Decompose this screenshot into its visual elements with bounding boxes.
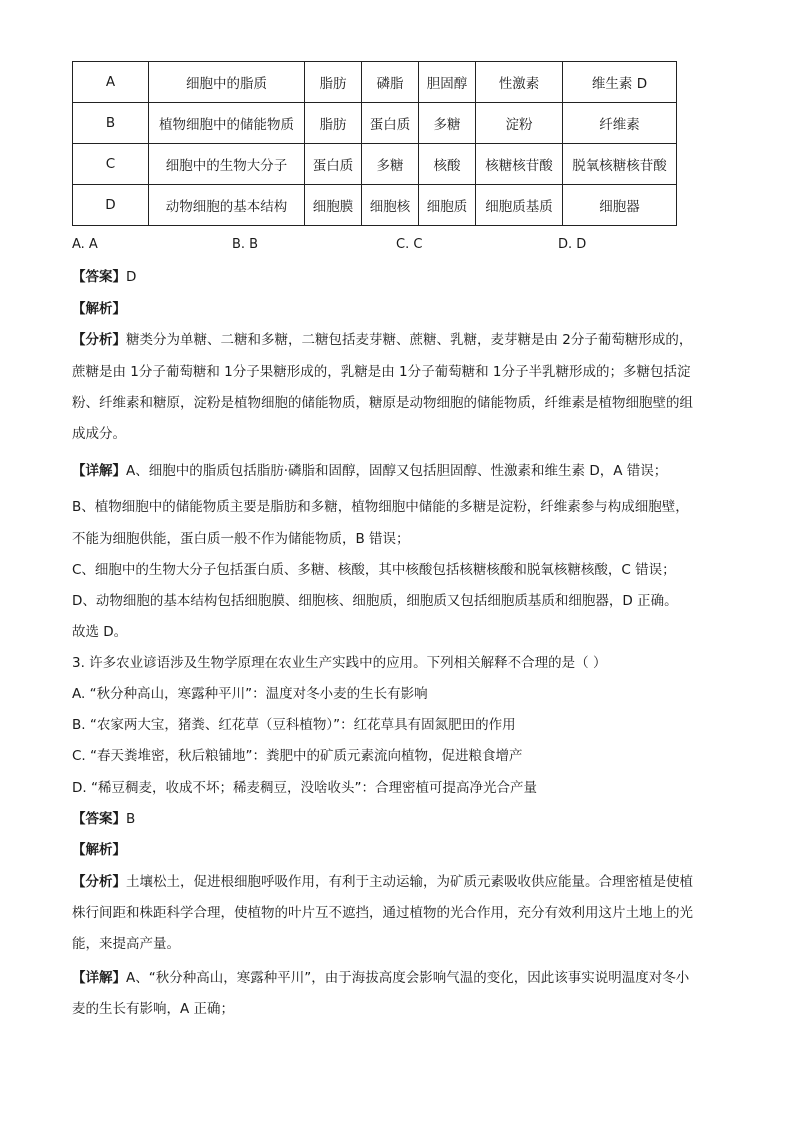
q2-choices: [72, 237, 712, 257]
answer-value: B: [126, 811, 136, 827]
xiangjie-text: A、细胞中的脂质包括脂肪·磷脂和固醇，固醇又包括胆固醇、性激素和维生素 D，A 错误；: [126, 463, 668, 479]
xiangjie-text: A、“秋分种高山，寒露种平川”，由于海拔高度会影响气温的变化，因此该事实说明温度对冬小: [126, 970, 690, 986]
q3-xiangjie-line: [72, 968, 689, 988]
q3-option-c: C. “春天粪堆密，秋后粮铺地”：粪肥中的矿质元素流向植物，促进粮食增产: [72, 748, 523, 764]
item-cell: 脱氧核糖核苷酸: [563, 144, 677, 185]
item-cell: 细胞膜: [305, 185, 362, 226]
fenxi-tag: 【分析】: [72, 332, 126, 348]
choice-c: C. C: [396, 237, 423, 252]
q2-fenxi-line: 成成分。: [72, 426, 126, 442]
answer-value: D: [126, 269, 137, 285]
item-cell: 磷脂: [362, 62, 419, 103]
fenxi-text: 糖类分为单糖、二糖和多糖，二糖包括麦芽糖、蔗糖、乳糖，麦芽糖是由 2分子葡萄糖形成的，: [126, 332, 693, 348]
q3-stem: 3. 许多农业谚语涉及生物学原理在农业生产实践中的应用。下列相关解释不合理的是（ ）: [72, 655, 607, 671]
item-cell: 核糖核苷酸: [476, 144, 563, 185]
row-label-cell: A: [73, 62, 149, 103]
item-cell: 细胞质基质: [476, 185, 563, 226]
answer-tag: 【答案】: [72, 811, 126, 827]
item-cell: 细胞核: [362, 185, 419, 226]
item-cell: 淀粉: [476, 103, 563, 144]
q2-detail-line: 故选 D。: [72, 624, 128, 640]
fenxi-tag: 【分析】: [72, 874, 126, 890]
choice-b: B. B: [232, 237, 259, 252]
choice-d: D. D: [558, 237, 587, 252]
q2-fenxi-line: 蔗糖是由 1分子葡萄糖和 1分子果糖形成的，乳糖是由 1分子葡萄糖和 1分子半乳糖形成的；多糖包括淀: [72, 364, 691, 380]
q2-fenxi-line: 粉、纤维素和糖原，淀粉是植物细胞的储能物质，糖原是动物细胞的储能物质，纤维素是植物细胞壁的组: [72, 395, 693, 411]
row-category-cell: 植物细胞中的储能物质: [149, 103, 305, 144]
table-row: [73, 62, 677, 103]
xiangjie-tag: 【详解】: [72, 463, 126, 479]
item-cell: 脂肪: [305, 62, 362, 103]
q2-fenxi-line: [72, 330, 692, 350]
q2-analysis-tag: 【解析】: [72, 301, 126, 317]
q2-xiangjie-line: [72, 461, 667, 481]
q3-option-a: A. “秋分种高山，寒露种平川”：温度对冬小麦的生长有影响: [72, 686, 428, 702]
item-cell: 性激素: [476, 62, 563, 103]
item-cell: 脂肪: [305, 103, 362, 144]
table-row: [73, 103, 677, 144]
item-cell: 细胞质: [419, 185, 476, 226]
xiangjie-tag: 【详解】: [72, 970, 126, 986]
q2-detail-line: 不能为细胞供能，蛋白质一般不作为储能物质，B 错误；: [72, 531, 410, 547]
choice-a: A. A: [72, 237, 98, 252]
options-table: [72, 61, 677, 226]
row-label-cell: D: [73, 185, 149, 226]
q3-fenxi-line: 株行间距和株距科学合理，使植物的叶片互不遮挡，通过植物的光合作用，充分有效利用这片土地上的光: [72, 905, 693, 921]
table-row: [73, 185, 677, 226]
item-cell: 纤维素: [563, 103, 677, 144]
table-row: [73, 144, 677, 185]
answer-tag: 【答案】: [72, 269, 126, 285]
fenxi-text: 土壤松土，促进根细胞呼吸作用，有利于主动运输，为矿质元素吸收供应能量。合理密植是使植: [126, 874, 693, 890]
q2-detail-line: C、细胞中的生物大分子包括蛋白质、多糖、核酸，其中核酸包括核糖核酸和脱氧核糖核酸，C 错误；: [72, 562, 676, 578]
item-cell: 蛋白质: [362, 103, 419, 144]
q3-answer-line: [72, 809, 135, 829]
q3-fenxi-line: [72, 872, 693, 892]
item-cell: 维生素 D: [563, 62, 677, 103]
q3-xiangjie-line: 麦的生长有影响，A 正确；: [72, 1001, 235, 1017]
item-cell: 核酸: [419, 144, 476, 185]
q2-detail-line: B、植物细胞中的储能物质主要是脂肪和多糖，植物细胞中储能的多糖是淀粉，纤维素参与构成细胞壁，: [72, 499, 689, 515]
row-label-cell: C: [73, 144, 149, 185]
q3-option-b: B. “农家两大宝，猪粪、红花草（豆科植物）”：红花草具有固氮肥田的作用: [72, 717, 516, 733]
row-label-cell: B: [73, 103, 149, 144]
q3-analysis-tag: 【解析】: [72, 842, 126, 858]
q2-detail-line: D、动物细胞的基本结构包括细胞膜、细胞核、细胞质，细胞质又包括细胞质基质和细胞器，D 正确。: [72, 593, 678, 609]
item-cell: 多糖: [362, 144, 419, 185]
q3-fenxi-line: 能，来提高产量。: [72, 936, 180, 952]
item-cell: 蛋白质: [305, 144, 362, 185]
item-cell: 细胞器: [563, 185, 677, 226]
row-category-cell: 动物细胞的基本结构: [149, 185, 305, 226]
q2-answer-line: [72, 267, 136, 287]
item-cell: 胆固醇: [419, 62, 476, 103]
row-category-cell: 细胞中的生物大分子: [149, 144, 305, 185]
q3-option-d: D. “稀豆稠麦，收成不坏；稀麦稠豆，没啥收头”：合理密植可提高净光合产量: [72, 780, 537, 796]
row-category-cell: 细胞中的脂质: [149, 62, 305, 103]
item-cell: 多糖: [419, 103, 476, 144]
